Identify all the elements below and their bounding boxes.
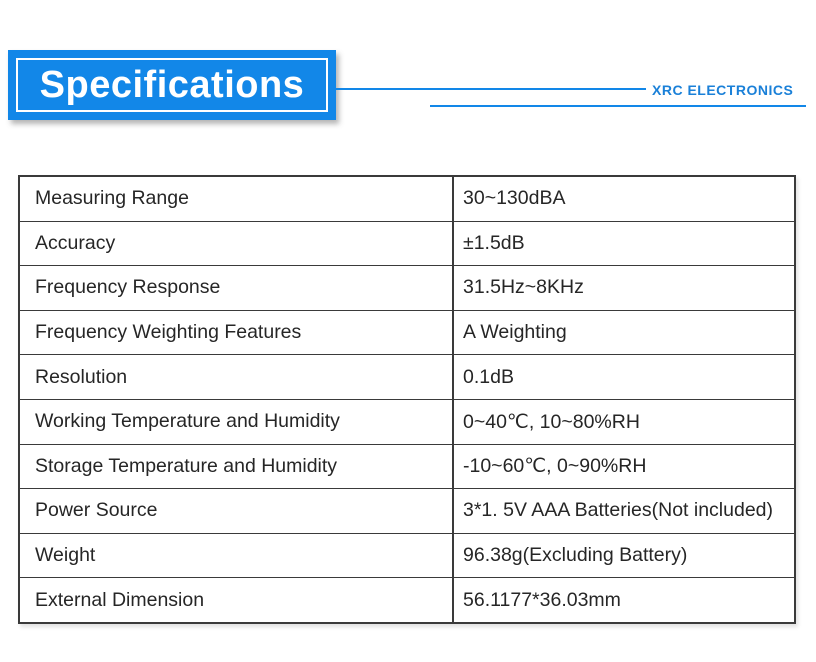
spec-label: Storage Temperature and Humidity bbox=[35, 454, 338, 477]
table-row bbox=[20, 488, 794, 533]
header-rule-bottom bbox=[430, 105, 806, 107]
table-row bbox=[20, 444, 794, 489]
spec-label: Weight bbox=[35, 544, 96, 567]
spec-label: Working Temperature and Humidity bbox=[35, 410, 340, 433]
table-row bbox=[20, 177, 794, 221]
specifications-table bbox=[18, 175, 796, 624]
spec-value: 0.1dB bbox=[452, 355, 794, 399]
spec-value: 56.1177*36.03mm bbox=[452, 578, 794, 622]
spec-label: Measuring Range bbox=[35, 187, 189, 210]
table-row bbox=[20, 533, 794, 578]
page-title: Specifications bbox=[39, 63, 305, 106]
table-row bbox=[20, 265, 794, 310]
spec-label: External Dimension bbox=[35, 588, 205, 611]
spec-label: Frequency Weighting Features bbox=[35, 321, 302, 344]
table-row bbox=[20, 221, 794, 266]
spec-label: Accuracy bbox=[35, 231, 116, 254]
table-row bbox=[20, 354, 794, 399]
header-rule-left bbox=[336, 88, 646, 90]
spec-value: 96.38g(Excluding Battery) bbox=[452, 534, 794, 578]
spec-value: 3*1. 5V AAA Batteries(Not included) bbox=[452, 489, 794, 533]
table-row bbox=[20, 399, 794, 444]
spec-value: 0~40℃, 10~80%RH bbox=[452, 400, 794, 444]
spec-value: 31.5Hz~8KHz bbox=[452, 266, 794, 310]
spec-label: Frequency Response bbox=[35, 276, 221, 299]
spec-value: -10~60℃, 0~90%RH bbox=[452, 445, 794, 489]
spec-label: Resolution bbox=[35, 365, 128, 388]
spec-value: 30~130dBA bbox=[452, 177, 794, 221]
section-title-box bbox=[8, 50, 336, 120]
spec-value: A Weighting bbox=[452, 311, 794, 355]
brand-name: XRC ELECTRONICS bbox=[652, 82, 794, 98]
table-row bbox=[20, 577, 794, 622]
spec-label: Power Source bbox=[35, 499, 158, 522]
spec-value: ±1.5dB bbox=[452, 222, 794, 266]
table-row bbox=[20, 310, 794, 355]
